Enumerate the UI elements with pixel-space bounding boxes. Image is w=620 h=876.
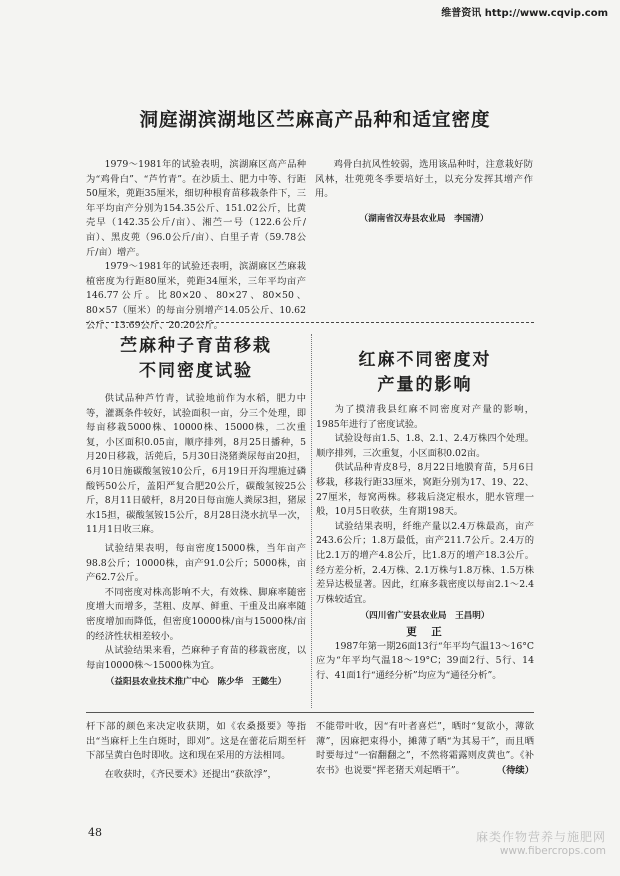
article2-para4: 从试验结果来看，苎麻种子育苗的移栽密度，以每亩10000株～15000株为宜。 [86,645,306,671]
article1-para3: 鸡骨白抗风性较弱，选用该品种时，注意栽好防风林，壮蔸蔸冬季要培好土，以充分发挥其增产作用。 [315,159,533,200]
watermark-url: www.fibercrops.com [499,845,606,857]
to-be-continued-mark: （待续） [496,765,534,777]
continued-right-column [316,720,534,779]
article1-title: 洞庭湖滨湖地区苎麻高产品种和适宜密度 [139,110,491,131]
page-number: 48 [88,826,102,839]
continued-left-column [86,720,306,782]
watermark-logo [476,828,606,857]
article2-para3: 不同密度对株高影响不大，有效株、脚麻率随密度增大而增多，茎粗、皮厚、鲜重、干重及出麻率随密度增加而降低，但密度10000株/亩与15000株/亩的经济性状相差较小。 [86,586,306,642]
article2-title-line1: 苎麻种子育苗移栽 [120,336,272,356]
site-header: 维普资讯 http://www.cqvip.com [441,8,608,19]
section-divider-top [86,322,534,323]
article3-credit: （四川省广安县农业局 王昌明） [360,611,490,622]
continued-right-para: 不能带叶收，因“有叶者喜烂”，晒时“复欲小，薄欲薄”，因麻把束得小，摊薄了晒“为其易干”，而且晒时要每过“一宿翻翻之”，不然将霜露则皮黄也”。《补农书》也说要“挥老猪天刈起晒干”。 [316,721,534,776]
article2-para2: 试验结果表明，每亩密度15000株，当年亩产98.8公斤；10000株，亩产91.0公斤；5000株，亩产62.7公斤。 [86,542,306,584]
article3-para2: 试验设每亩1.5、1.8、2.1、2.4万株四个处理。顺序排列，三次重复，小区面积0.02亩。 [316,433,534,459]
article3-title [316,348,534,398]
article3-para1: 为了摸清我县红麻不同密度对产量的影响，1985年进行了密度试验。 [316,404,534,430]
article1-left-column [86,158,306,333]
article1-credit: （湖南省汉寿县农业局 李国清） [359,213,489,224]
article1-right-column [315,158,533,226]
article1-para2: 1979～1981年的试验还表明，滨湖麻区苎麻栽植密度为行距80厘米，蔸距34厘米，三年平均亩产146.77公斤。比80×20、80×27、80×50、80×57（厘米）的每亩分别增产14.05公斤、10.62公斤、13.69公斤、20.20公斤。 [86,261,306,331]
article2-body [86,392,306,690]
article2-para1: 供试品种芦竹青，试验地前作为水稻，肥力中等，灌溉条件较好，试验面积一亩，分三个处理，即每亩移栽5000株、10000株、15000株，二次重复，小区面积0.05亩，顺序排列，8月25日播种，5月20日移栽，活蔸后，5月30日浇猪粪尿每亩20担，6月10日施碳酸氢铵10公斤，6月19日开沟埋施过磷酸钙50公斤，盖阳严复合肥20公斤，碳酸氢铵25公斤，8月11日破杆，8月20日每亩施人粪尿3担，猪尿水15担，碳酸氢铵15公斤，8月28日浇水抗旱一次，11月1日收三麻。 [86,393,306,536]
continued-left-para2: 在收获时，《齐民要术》还提出“获欲浮”， [104,768,277,780]
article3-title-line2: 产量的影响 [377,375,473,395]
article3-para4: 试验结果表明，纤维产量以2.4万株最高，亩产243.6公斤；1.8万最低，亩产211.7公斤。2.4万的比2.1万的增产4.8公斤，比1.8万的增产18.3公斤。经方差分析，2.4万株、2.1万株与1.8万株、1.5万株差异达极显著。因此，红麻多栽密度以每亩2.1～2.4万株较适宜。 [316,520,534,605]
article3-para3: 供试品种青皮8号，8月22日地膜育苗，5月6日移栽，移栽行距33厘米，窝距分别为17、19、22、27厘米，每窝两株。移栽后浇定根水，肥水管理一般，10月5日收获，生育期198天。 [316,462,534,518]
article1-para1: 1979～1981年的试验表明，滨湖麻区高产品种为“鸡骨白”、“芦竹青”。在沙质土、肥力中等、行距50厘米，蔸距35厘米，细切种根育苗移栽条件下，三年平均亩产分别为154.35公斤、151.02公斤，比黄壳早（142.35公斤/亩）、湘苎一号（122.6公斤/亩）、黑皮蔸（96.0公斤/亩）、白里子青（59.78公斤/亩）增产。 [86,159,306,258]
correction-title: 更 正 [406,625,444,638]
article3-title-line1: 红麻不同密度对 [358,350,492,370]
article2-credit: （益阳县农业技术推广中心 陈少华 王懿生） [105,677,287,688]
continued-left-para1: 杆下部的颜色来决定收获期，如《农桑摄要》等指出“当麻杆上生白斑时，即刈”。这是在蕾花后期至杆下部呈黄白色时即收。这和现在采用的方法相同。 [86,721,306,762]
watermark-title: 麻类作物营养与施肥网 [475,830,606,844]
section-divider-bottom [86,712,534,713]
article2-title [86,334,306,384]
correction-text: 1987年第一期26面13行“年平均气温13～16°C应为“年平均气温18～19°C；39面2行、5行、14行、41面1行“通经分析”均应为“通径分析”。 [316,640,534,681]
column-divider [311,334,312,708]
article2-title-line2: 不同密度试验 [139,361,253,381]
article3-body [316,403,534,683]
